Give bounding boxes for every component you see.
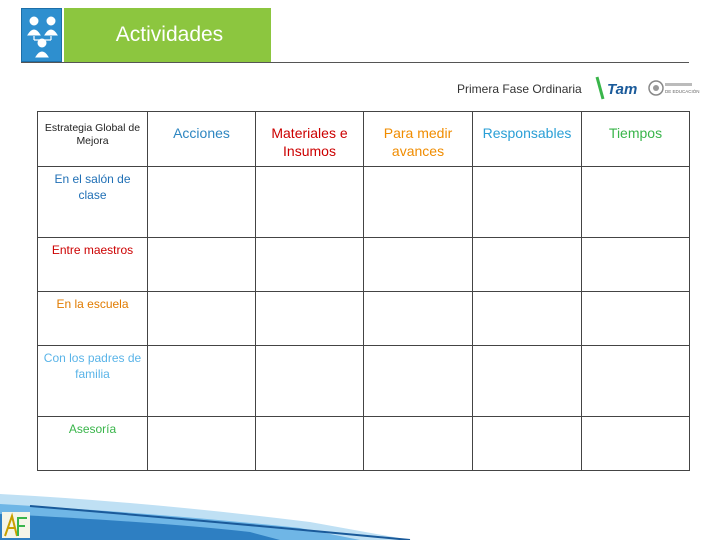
table-cell[interactable] [364,292,473,346]
footer-wave-decoration [0,488,720,540]
row-label-advisory: Asesoría [38,417,148,471]
header-measure: Para medir avances [364,112,473,167]
table-cell[interactable] [582,238,690,292]
table-cell[interactable] [256,238,364,292]
table-cell[interactable] [148,346,256,417]
table-row [38,417,690,471]
header-responsables: Responsables [473,112,582,167]
table-row [38,346,690,417]
row-label-classroom: En el salón de clase [38,167,148,238]
table-cell[interactable] [582,346,690,417]
table-cell[interactable] [582,417,690,471]
table-cell[interactable] [364,238,473,292]
table-cell[interactable] [473,292,582,346]
table-cell[interactable] [582,167,690,238]
phase-subtitle: Primera Fase Ordinaria [457,82,582,96]
table-row [38,292,690,346]
education-seal-logo [648,78,700,98]
table-cell[interactable] [582,292,690,346]
header-materials: Materiales e Insumos [256,112,364,167]
seal-text: DE EDUCACIÓN [665,89,700,94]
header-strategy: Estrategia Global de Mejora [38,112,148,167]
table-header-row [38,112,690,167]
table-cell[interactable] [148,417,256,471]
table-row [38,238,690,292]
table-cell[interactable] [148,167,256,238]
table-cell[interactable] [364,167,473,238]
row-label-parents: Con los padres de familia [38,346,148,417]
tam-logo [595,75,645,101]
table-cell[interactable] [473,417,582,471]
table-row [38,167,690,238]
people-hierarchy-icon [21,8,62,62]
table-cell[interactable] [148,292,256,346]
header-actions: Acciones [148,112,256,167]
table-cell[interactable] [473,346,582,417]
table-cell[interactable] [256,417,364,471]
table-cell[interactable] [364,417,473,471]
table-cell[interactable] [473,167,582,238]
activities-table [37,111,690,471]
table-cell[interactable] [256,167,364,238]
row-label-school: En la escuela [38,292,148,346]
header-divider [21,62,689,63]
af-logo [2,512,30,538]
page-title: Actividades [64,8,271,62]
header-times: Tiempos [582,112,690,167]
table-cell[interactable] [364,346,473,417]
table-cell[interactable] [148,238,256,292]
table-cell[interactable] [473,238,582,292]
table-cell[interactable] [256,292,364,346]
table-cell[interactable] [256,346,364,417]
row-label-teachers: Entre maestros [38,238,148,292]
tam-logo-text: Tam [607,81,638,98]
